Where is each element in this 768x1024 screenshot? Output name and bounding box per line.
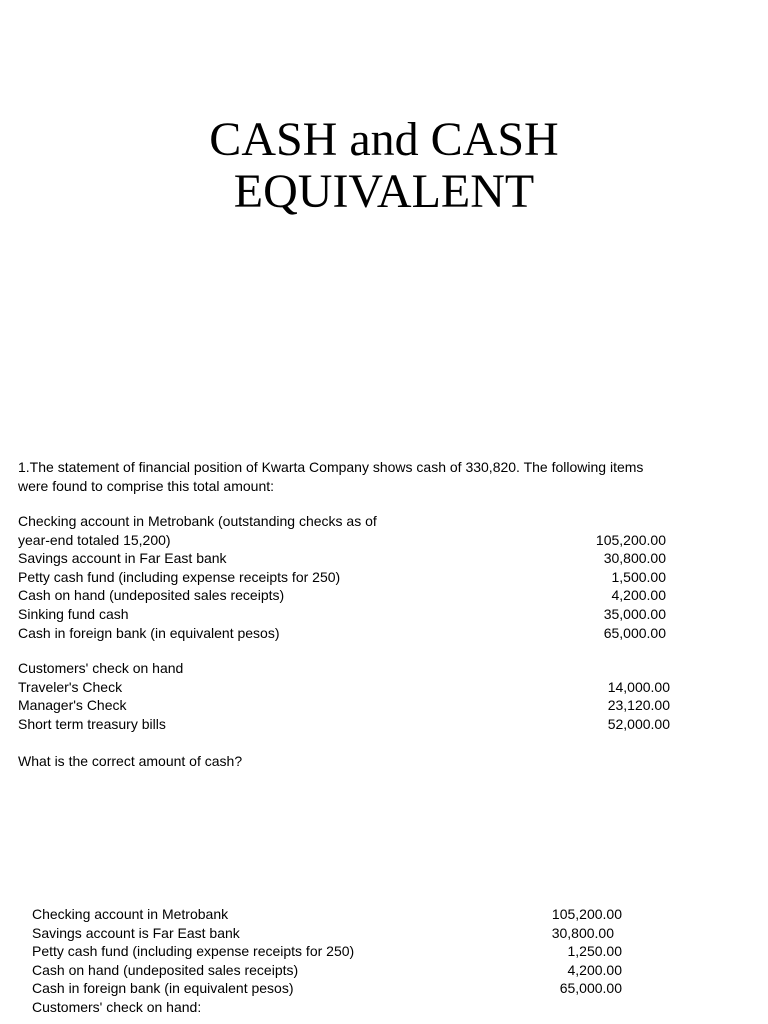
item-label: Cash on hand (undeposited sales receipts) bbox=[18, 587, 285, 604]
list-item bbox=[18, 624, 678, 643]
item-label: Checking account in Metrobank bbox=[32, 906, 229, 922]
item-label: Cash in foreign bank (in equivalent pesos) bbox=[18, 624, 280, 641]
problem-intro-line-2: were found to comprise this total amount: bbox=[18, 477, 275, 494]
solution-items-list bbox=[32, 905, 632, 1017]
item-amount: 65,000.00 bbox=[603, 624, 666, 641]
list-item bbox=[32, 924, 632, 943]
list-item bbox=[18, 549, 678, 568]
list-item bbox=[32, 979, 632, 998]
page-title bbox=[0, 114, 768, 218]
item-label: Checking account in Metrobank (outstanding checks as of bbox=[18, 513, 377, 529]
list-item bbox=[18, 715, 678, 734]
checks-heading: Customers' check on hand bbox=[18, 660, 184, 676]
list-item bbox=[32, 961, 632, 980]
list-heading bbox=[18, 659, 678, 678]
item-amount: 1,250.00 bbox=[567, 943, 622, 960]
title-line-2: EQUIVALENT bbox=[233, 165, 535, 218]
item-amount: 105,200.00 bbox=[595, 531, 666, 548]
list-item bbox=[18, 512, 678, 531]
item-amount: 52,000.00 bbox=[607, 715, 670, 732]
item-amount: 30,800.00 bbox=[603, 550, 666, 567]
item-amount: 105,200.00 bbox=[551, 906, 622, 922]
list-item bbox=[32, 998, 632, 1017]
list-item bbox=[18, 605, 678, 624]
item-label: Customers' check on hand: bbox=[32, 998, 202, 1015]
item-label: Sinking fund cash bbox=[18, 605, 129, 622]
list-item bbox=[32, 905, 632, 924]
problem-intro bbox=[18, 458, 698, 495]
item-label: Cash on hand (undeposited sales receipts) bbox=[32, 961, 299, 978]
item-label: Savings account in Far East bank bbox=[18, 550, 227, 567]
list-item bbox=[18, 696, 678, 715]
question-text: What is the correct amount of cash? bbox=[18, 753, 243, 769]
item-amount: 4,200.00 bbox=[567, 961, 622, 978]
title-line-1: CASH and CASH bbox=[209, 113, 559, 166]
item-amount: 23,120.00 bbox=[607, 697, 670, 714]
list-item bbox=[18, 586, 678, 605]
item-amount: 14,000.00 bbox=[607, 678, 670, 695]
problem-intro-line-1: 1.The statement of financial position of Kwarta Company shows cash of 330,820. The following items bbox=[18, 459, 644, 475]
item-amount: 4,200.00 bbox=[611, 587, 666, 604]
item-amount: 30,800.00 bbox=[551, 924, 614, 941]
item-label: Petty cash fund (including expense receipts for 250) bbox=[18, 568, 341, 585]
item-label: Short term treasury bills bbox=[18, 715, 166, 732]
item-label: Petty cash fund (including expense receipts for 250) bbox=[32, 943, 355, 960]
list-item bbox=[18, 531, 678, 550]
customer-checks-list bbox=[18, 659, 678, 733]
item-label: Cash in foreign bank (in equivalent pesos) bbox=[32, 980, 294, 997]
cash-items-list bbox=[18, 512, 678, 642]
item-label: Savings account is Far East bank bbox=[32, 924, 240, 941]
item-label: Traveler's Check bbox=[18, 678, 123, 695]
list-item bbox=[18, 568, 678, 587]
list-item bbox=[18, 678, 678, 697]
item-label: year-end totaled 15,200) bbox=[18, 531, 171, 548]
item-amount: 1,500.00 bbox=[611, 568, 666, 585]
item-label: Manager's Check bbox=[18, 697, 127, 714]
list-item bbox=[32, 942, 632, 961]
item-amount: 35,000.00 bbox=[603, 605, 666, 622]
item-amount: 65,000.00 bbox=[559, 980, 622, 997]
